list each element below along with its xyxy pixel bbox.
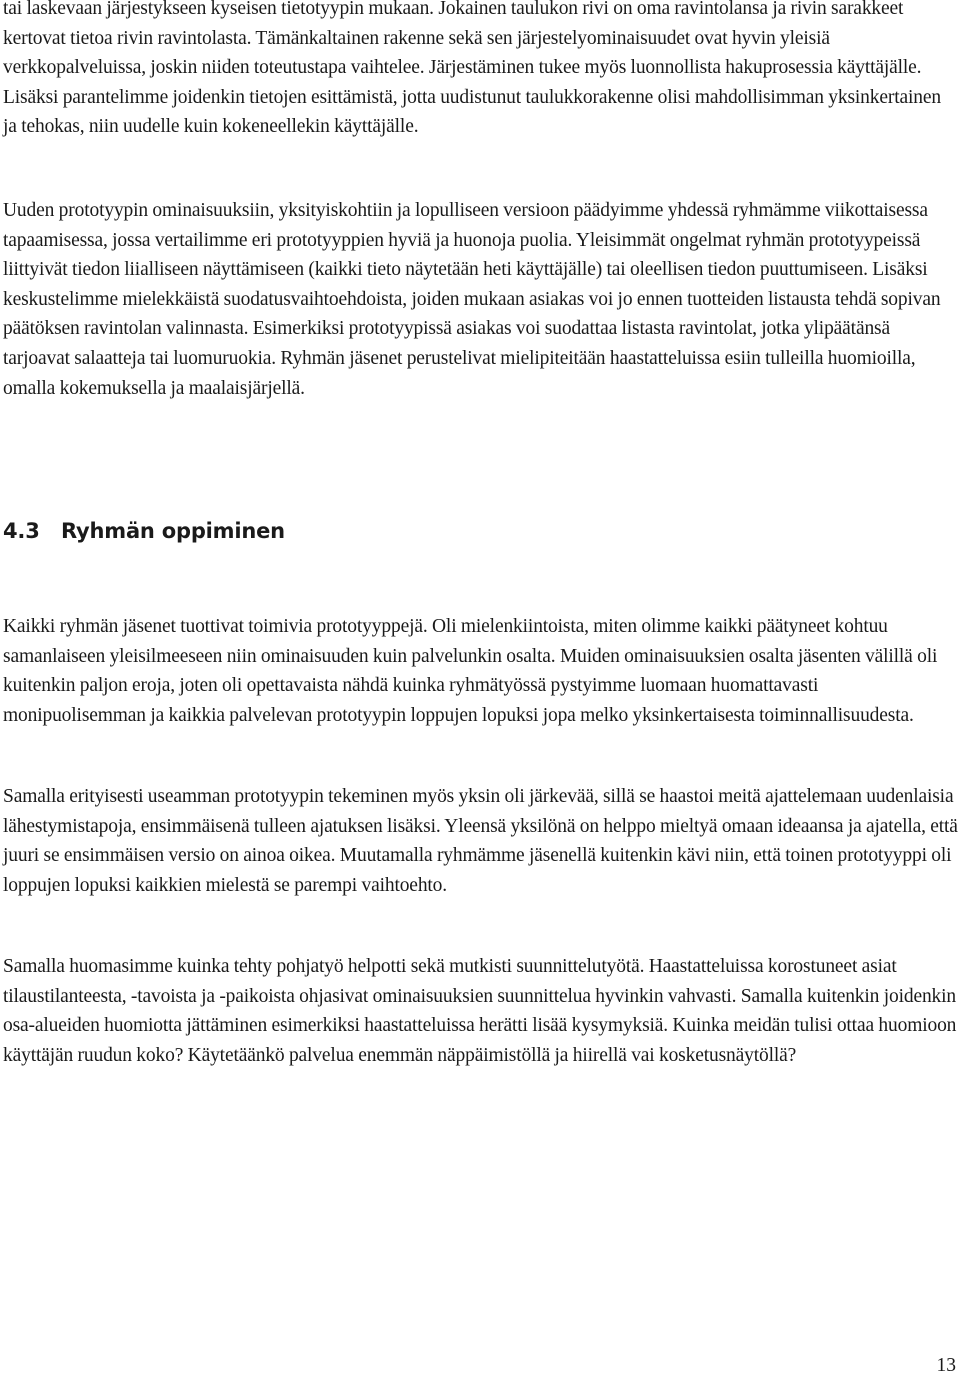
body-paragraph: tai laskevaan järjestykseen kyseisen tietotyypin mukaan. Jokainen taulukon rivi on oma ravintolansa ja rivin sarakkeet kertovat tietoa rivin ravintolasta. Tämänkaltainen rakenne sekä sen järjestelyominaisuudet ovat hyvin yleisiä verkkopalveluissa, joskin niiden toteutustapa vaihtelee. Järjestäminen tukee myös luonnollista hakuprosessia käyttäjälle. Lisäksi parantelimme joidenkin tietojen esittämistä, jotta uudistunut taulukkorakenne olisi mahdollisimman yksinkertainen ja tehokas, niin uudelle kuin kokeneellekin käyttäjälle.: [3, 0, 941, 138]
body-paragraph: Kaikki ryhmän jäsenet tuottivat toimivia prototyyppejä. Oli mielenkiintoista, miten olimme kaikki päätyneet kohtuu samanlaiseen yleisilmeeseen niin ominaisuuden kuin palvelunkin osalta. Muiden ominaisuuksien osalta jäsenten välillä oli kuitenkin paljon eroja, joten oli opettavaista nähdä kuinka ryhmätyössä pystyimme luomaan huomattavasti monipuolisemman ja kaikkia palvelevan prototyypin loppujen lopuksi jopa melko yksinkertaisesta toiminnallisuudesta.: [3, 616, 938, 726]
body-paragraph: Uuden prototyypin ominaisuuksiin, yksityiskohtiin ja lopulliseen versioon päädyimme yhdessä ryhmämme viikottaisessa tapaamisessa, jossa vertailimme eri prototyyppien hyviä ja huonoja puolia. Yleisimmät ongelmat ryhmän prototyypeissä liittyivät tiedon liialliseen näyttämiseen (kaikki tieto näytetään heti käyttäjälle) tai oleellisen tiedon puuttumiseen. Lisäksi keskustelimme mielekkäistä suodatusvaihtoehdoista, joiden mukaan asiakas voi jo ennen tuotteiden listausta tehdä sopivan päätöksen ravintolan valinnasta. Esimerkiksi prototyypissä asiakas voi suodattaa listasta ravintolat, jotka ylipäätänsä tarjoavat salaatteja tai luomuruokia. Ryhmän jäsenet perustelivat mielipiteitään haastatteluissa esiin tulleilla huomioilla, omalla kokemuksella ja maalaisjärjellä.: [3, 200, 941, 399]
document-page: [3, 0, 958, 1377]
page-number: 13: [936, 1355, 956, 1376]
body-paragraph: Samalla erityisesti useamman prototyypin tekeminen myös yksin oli järkevää, sillä se haastoi meitä ajattelemaan uudenlaisia lähestymistapoja, ensimmäisenä tulleen ajatuksen lisäksi. Yleensä yksilönä on helppo mieltyä omaan ideaansa ja ajatella, että juuri se ensimmäisen versio on ainoa oikea. Muutamalla ryhmämme jäsenellä kuitenkin kävi niin, että toinen prototyyppi oli loppujen lopuksi kaikkien mielestä se parempi vaihtoehto.: [3, 786, 958, 896]
section-heading: [3, 514, 285, 548]
section-number: 4.3: [3, 519, 40, 543]
body-paragraph: Samalla huomasimme kuinka tehty pohjatyö helpotti sekä mutkisti suunnittelutyötä. Haastatteluissa korostuneet asiat tilaustilanteesta, -tavoista ja -paikoista ohjasivat ominaisuuksien suunnittelua hyvinkin vahvasti. Samalla kuitenkin joidenkin osa-alueiden huomiotta jättäminen esimerkiksi haastatteluissa herätti lisää kysymyksiä. Kuinka meidän tulisi ottaa huomioon käyttäjän ruudun koko? Käytetäänkö palvelua enemmän näppäimistöllä ja hiirellä vai kosketusnäytöllä?: [3, 956, 957, 1066]
section-title: Ryhmän oppiminen: [61, 519, 285, 543]
